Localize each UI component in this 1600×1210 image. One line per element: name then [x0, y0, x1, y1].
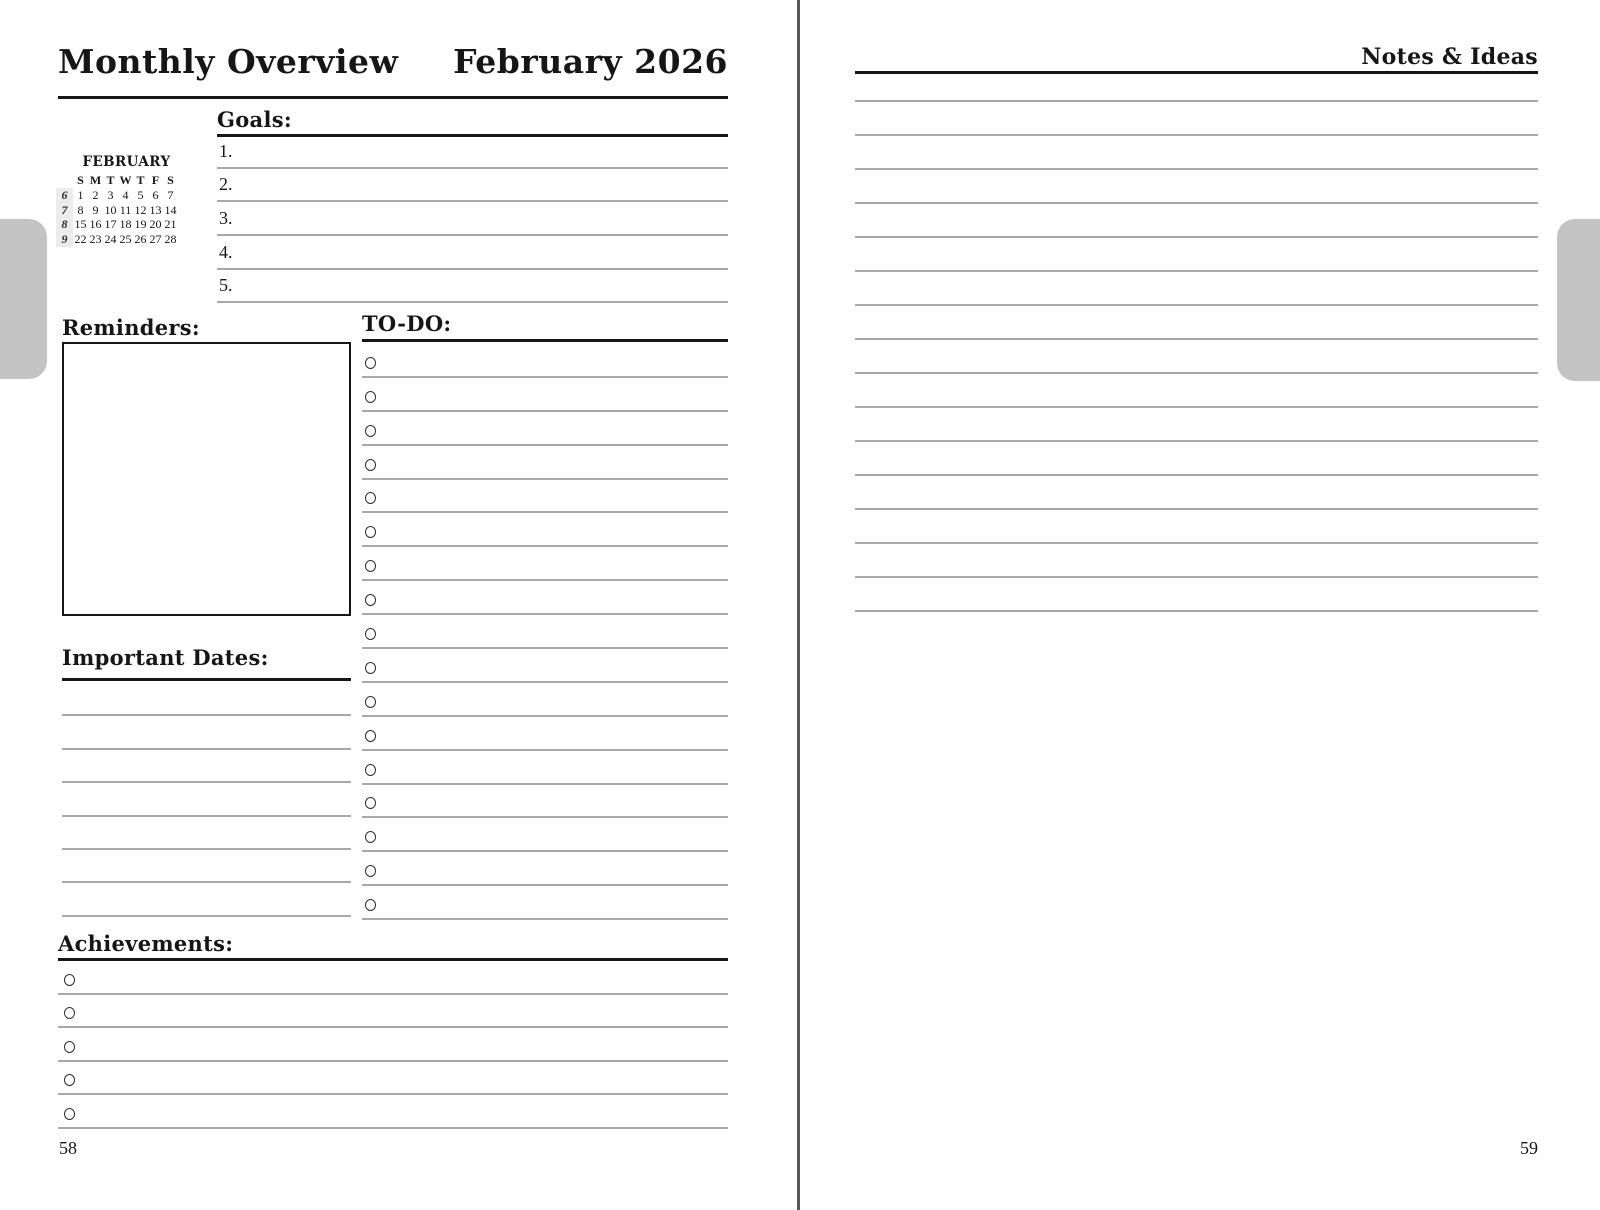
calendar-day-header: F: [151, 173, 160, 187]
week-number: 8: [56, 217, 73, 232]
notes-line: [855, 170, 1538, 204]
week-number: 9: [56, 232, 73, 247]
goal-number: 3.: [219, 208, 233, 229]
notes-line: [855, 102, 1538, 136]
calendar-day-header: S: [77, 173, 84, 187]
calendar-day: 17: [104, 217, 117, 232]
calendar-day: 28: [164, 232, 177, 247]
calendar-day: 14: [164, 202, 177, 217]
page-spine-divider: [797, 0, 800, 1210]
calendar-day: 18: [119, 217, 132, 232]
notes-line: [855, 510, 1538, 544]
notes-line: [855, 204, 1538, 238]
week-number: 6: [56, 188, 73, 203]
notes-ideas-heading: Notes & Ideas: [1361, 44, 1538, 70]
achievements-heading: Achievements:: [58, 932, 728, 961]
calendar-day: 24: [104, 232, 117, 247]
goal-number: 2.: [219, 174, 233, 195]
calendar-month-title: FEBRUARY: [82, 154, 171, 170]
calendar-day: 13: [149, 202, 162, 217]
calendar-day: 1: [77, 187, 84, 202]
calendar-day-header: S: [167, 173, 174, 187]
calendar-day: 11: [119, 202, 132, 217]
notes-line: [855, 272, 1538, 306]
page-title: Monthly Overview: [58, 42, 399, 81]
calendar-day: 8: [77, 202, 84, 217]
notes-line: [855, 408, 1538, 442]
notes-line: [855, 476, 1538, 510]
calendar-day: 7: [167, 187, 174, 202]
right-page-tab[interactable]: [1557, 219, 1600, 381]
notes-line: [855, 442, 1538, 476]
month-year-label: February 2026: [453, 42, 728, 81]
calendar-day: 5: [137, 187, 144, 202]
calendar-day: 16: [89, 217, 102, 232]
notes-line: [855, 544, 1538, 578]
notes-lines: [855, 68, 1538, 612]
calendar-day: 27: [149, 232, 162, 247]
calendar-day: 10: [104, 202, 117, 217]
calendar-day: 6: [152, 187, 159, 202]
page-number-right: 59: [1520, 1138, 1538, 1158]
left-page-tab[interactable]: [0, 219, 47, 379]
calendar-day: 20: [149, 217, 162, 232]
notes-line: [855, 136, 1538, 170]
calendar-day: 26: [134, 232, 147, 247]
week-number: 7: [56, 203, 73, 218]
calendar-day: 2: [92, 187, 99, 202]
calendar-day: 9: [92, 202, 99, 217]
notes-line: [855, 578, 1538, 612]
calendar-day: 4: [122, 187, 129, 202]
goals-heading: Goals:: [217, 108, 728, 137]
page-number-left: 58: [59, 1138, 77, 1158]
goal-number: 5.: [219, 275, 233, 296]
calendar-day-header: M: [89, 173, 102, 187]
goal-number: 4.: [219, 241, 233, 262]
important-dates-heading: Important Dates:: [62, 646, 351, 681]
calendar-day: 25: [119, 232, 132, 247]
notes-line: [855, 340, 1538, 374]
calendar-day: 22: [74, 232, 87, 247]
notes-line: [855, 306, 1538, 340]
calendar-day-header: T: [106, 173, 115, 187]
calendar-day: 21: [164, 217, 177, 232]
reminders-heading: Reminders:: [62, 315, 200, 340]
calendar-day: 15: [74, 217, 87, 232]
calendar-day: 19: [134, 217, 147, 232]
calendar-day-header: T: [136, 173, 145, 187]
notes-line: [855, 374, 1538, 408]
calendar-day-header: W: [119, 173, 132, 187]
todo-heading: TO-DO:: [362, 312, 728, 342]
calendar-day: 3: [107, 187, 114, 202]
goal-number: 1.: [219, 140, 233, 161]
calendar-day: 12: [134, 202, 147, 217]
notes-line: [855, 238, 1538, 272]
notes-line: [855, 68, 1538, 102]
calendar-day: 23: [89, 232, 102, 247]
